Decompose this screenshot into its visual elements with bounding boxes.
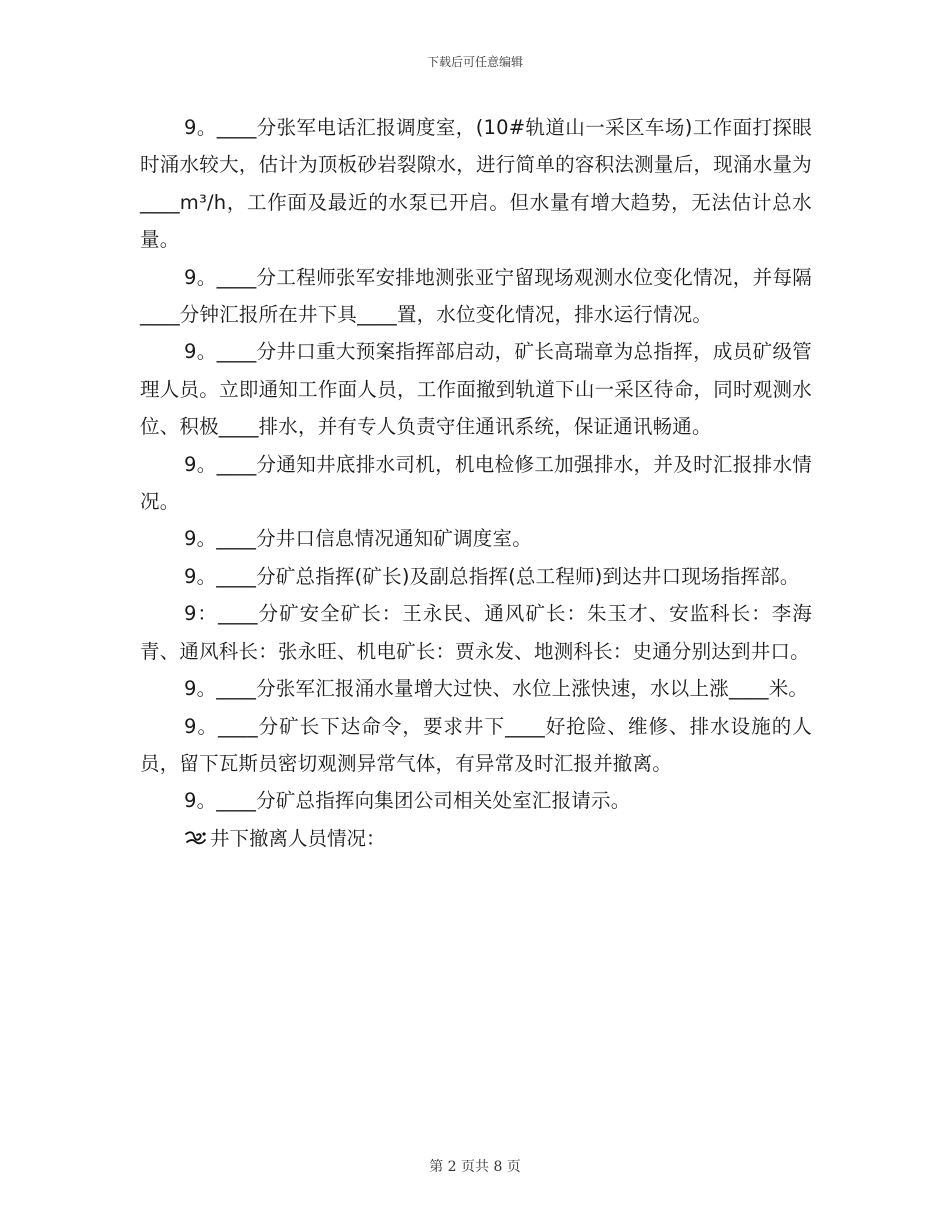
page-footer: 第 2 页共 8 页 [429, 1159, 521, 1175]
paragraph-6: 9。____分矿总指挥(矿长)及副总指挥(总工程师)到达井口现场指挥部。 [184, 564, 800, 588]
paragraph-4: 9。____分通知井底排水司机，机电检修工加强排水，并及时汇报排水情况。 [140, 452, 812, 514]
paragraph-3: 9。____分井口重大预案指挥部启动，矿长高瑞章为总指挥，成员矿级管理人员。立即通知工作面人员，工作面撤到轨道下山一采区待命，同时观测水位、积极____排水，并有专人负责守住通讯系统，保证通讯畅通。 [140, 340, 812, 439]
paragraph-7: 9：____分矿安全矿长：王永民、通风矿长：朱玉才、安监科长：李海青、通风科长：张永旺、机电矿长：贾永发、地测科长：史通分别达到井口。 [140, 602, 812, 663]
paragraph-5: 9。____分井口信息情况通知矿调度室。 [184, 527, 532, 551]
paragraph-2: 9。____分工程师张军安排地测张亚宁留现场观测水位变化情况，并每隔____分钟汇报所在井下具____置，水位变化情况，排水运行情况。 [140, 265, 812, 327]
paragraph-1: 9。____分张军电话汇报调度室，(10#轨道山一采区车场)工作面打探眼时涌水较大，估计为顶板砂岩裂隙水，进行简单的容积法测量后，现涌水量为____m³/h，工作面及最近的水泵已开启。但水量有增大趋势，无法估计总水量。 [140, 116, 812, 252]
page-header: 下载后可任意编辑 [426, 55, 523, 69]
bullet-text: 井下撤离人员情况： [210, 826, 386, 850]
flourish-bullet-icon [184, 823, 208, 843]
paragraph-10: 9。____分矿总指挥向集团公司相关处室汇报请示。 [184, 789, 631, 813]
document-body [140, 109, 812, 857]
paragraph-9: 9。____分矿长下达命令，要求井下____好抢险、维修、排水设施的人员，留下瓦斯员密切观测异常气体，有异常及时汇报并撤离。 [140, 714, 812, 775]
bullet-item [140, 820, 812, 857]
paragraph-8: 9。____分张军汇报涌水量增大过快、水位上涨快速，水以上涨____米。 [184, 677, 809, 701]
